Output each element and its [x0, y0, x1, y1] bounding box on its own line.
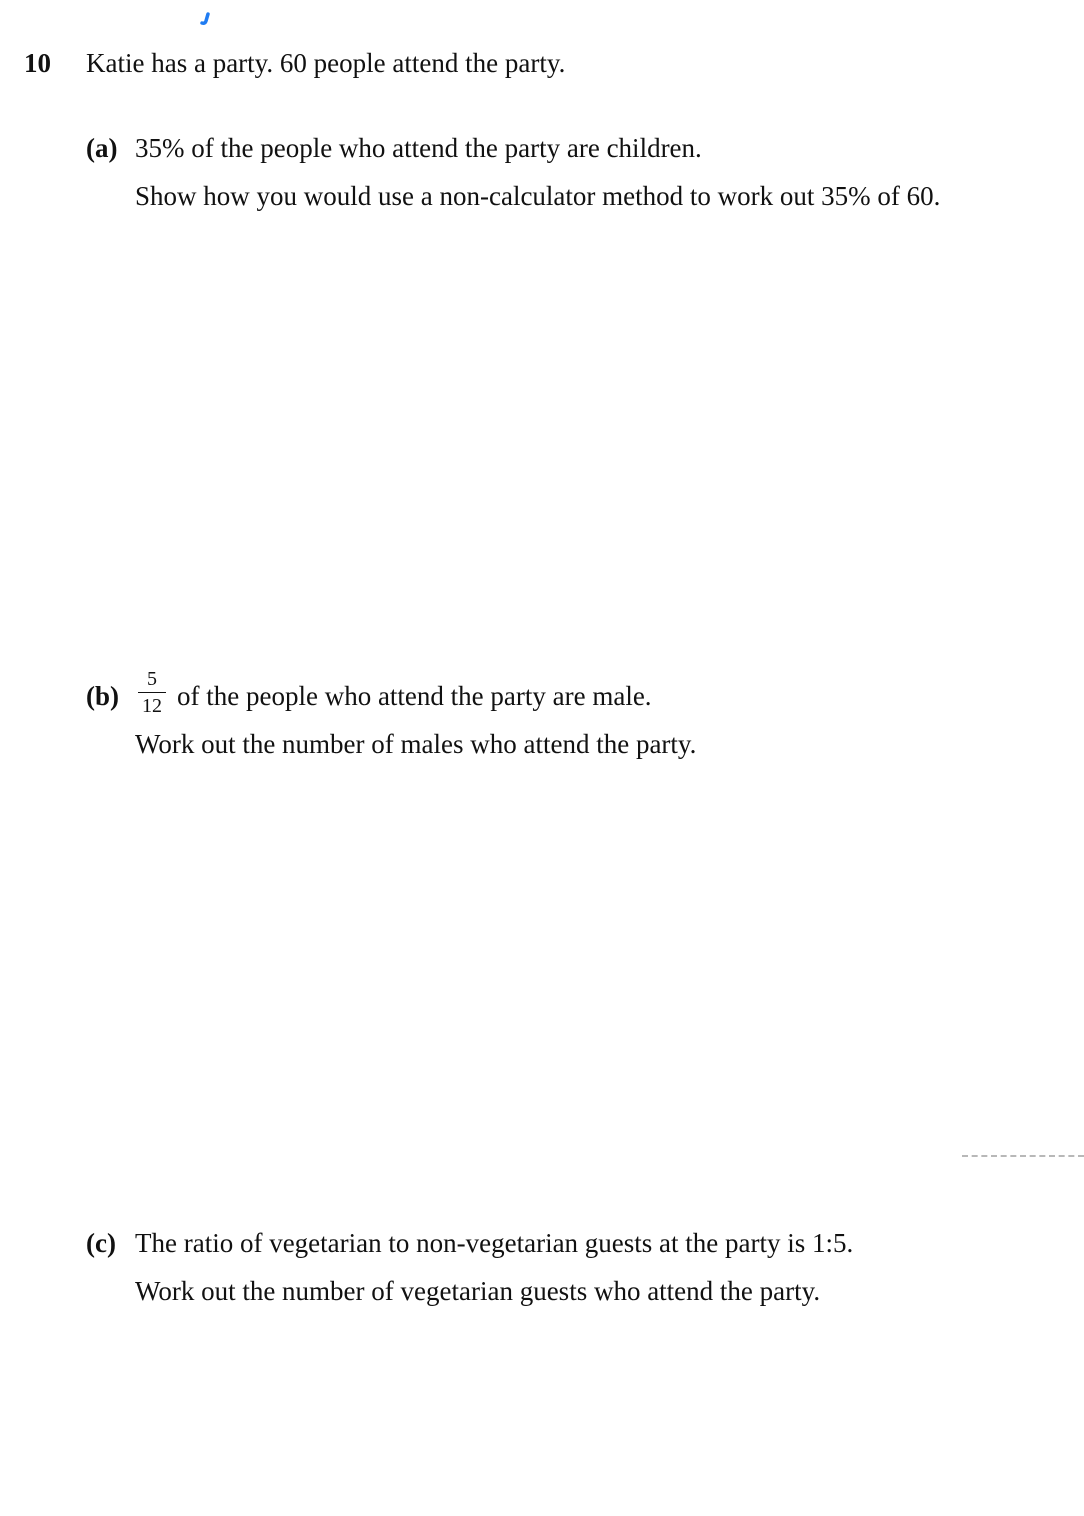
fraction-numerator: 5	[147, 668, 157, 690]
pen-mark-icon	[199, 12, 213, 26]
question-intro: Katie has a party. 60 people attend the party.	[86, 48, 566, 78]
fraction-five-twelfths	[136, 668, 168, 717]
part-c-line1: The ratio of vegetarian to non-vegetarian guests at the party is 1:5.	[135, 1228, 854, 1258]
fraction-bar	[138, 692, 166, 693]
answer-dashed-line	[962, 1155, 1084, 1157]
part-c-label: (c)	[86, 1228, 116, 1258]
part-a-line2: Show how you would use a non-calculator method to work out 35% of 60.	[135, 181, 941, 211]
part-a-label: (a)	[86, 133, 118, 163]
part-b-line2: Work out the number of males who attend the party.	[135, 729, 697, 759]
part-a-line1: 35% of the people who attend the party are children.	[135, 133, 702, 163]
part-b-label: (b)	[86, 681, 119, 711]
part-b-line1: of the people who attend the party are male.	[177, 681, 652, 711]
part-c-line2: Work out the number of vegetarian guests who attend the party.	[135, 1276, 821, 1306]
fraction-denominator: 12	[142, 695, 162, 717]
question-number: 10	[24, 48, 51, 78]
